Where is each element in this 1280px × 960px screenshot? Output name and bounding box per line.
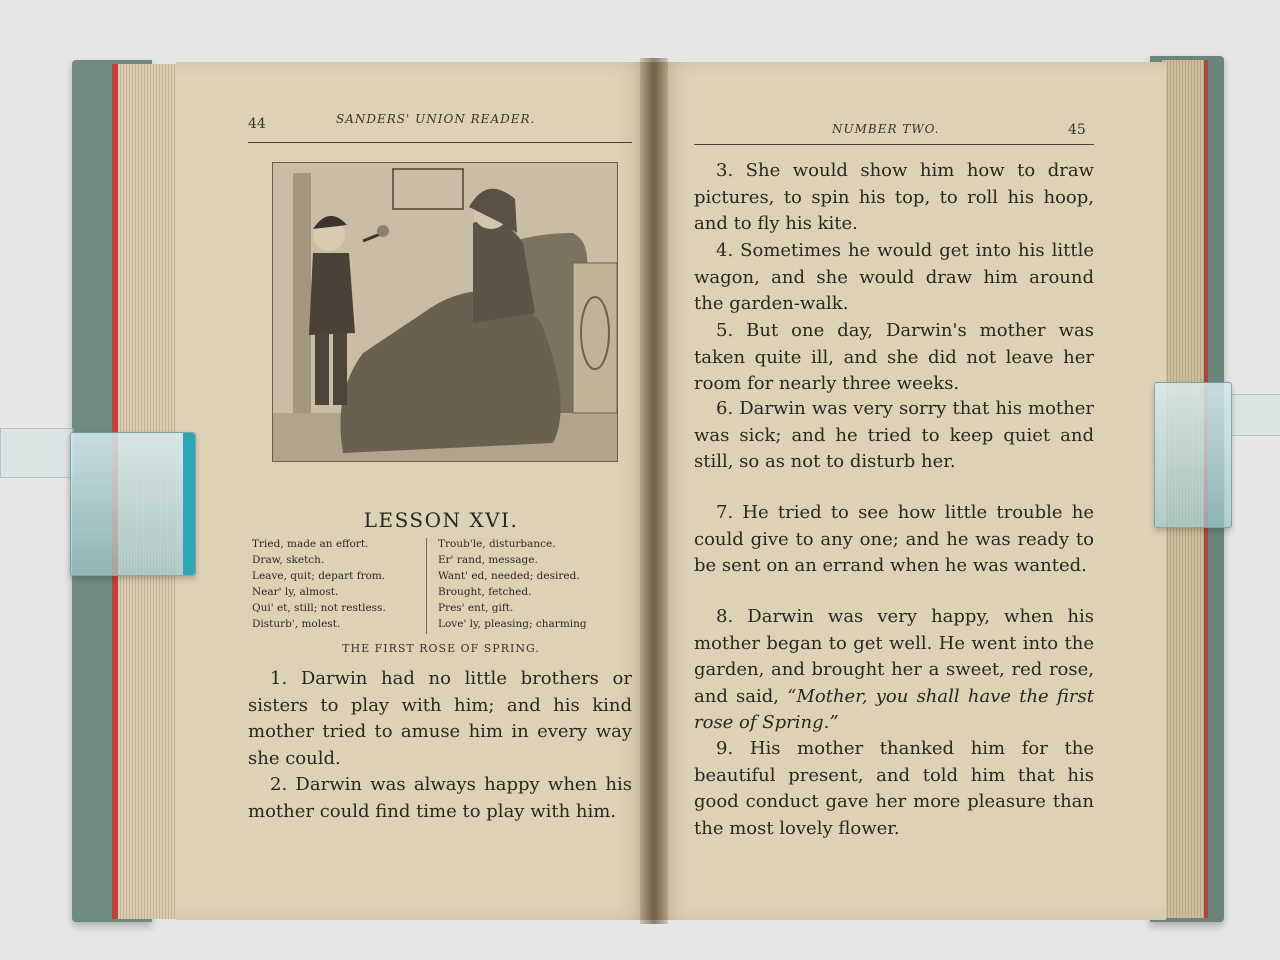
paragraph-2 — [248, 772, 632, 825]
paragraph-6 — [694, 396, 1094, 476]
paragraph-5 — [694, 318, 1094, 398]
lesson-title: LESSON XVI. — [363, 508, 519, 532]
right-page — [654, 62, 1166, 920]
paragraph-9 — [694, 736, 1094, 842]
acrylic-stand-left — [0, 428, 74, 478]
vocab-item: Brought, fetched. — [438, 586, 532, 598]
paragraph-8-quote: “Mother, you shall have the first rose of Spring.” — [694, 685, 1094, 733]
vocab-item: Troub'le, disturbance. — [438, 538, 556, 550]
paragraph-text: 2. Darwin was always happy when his mother could find time to play with him. — [248, 774, 632, 822]
vocab-item: Tried, made an effort. — [252, 538, 369, 550]
vocabulary-list-left — [252, 536, 386, 632]
paragraph-3 — [694, 158, 1094, 238]
vocab-divider — [426, 538, 427, 634]
paragraph-text — [694, 604, 1094, 737]
left-page-number: 44 — [248, 116, 266, 132]
paragraph-4 — [694, 238, 1094, 318]
right-page-number: 45 — [1068, 122, 1086, 138]
paragraph-7 — [694, 500, 1094, 580]
book-gutter — [640, 58, 668, 924]
vocab-item: Pres' ent, gift. — [438, 602, 514, 614]
vocab-item: Draw, sketch. — [252, 554, 325, 566]
paragraph-text: 3. She would show him how to draw pictures, to spin his top, to roll his hoop, and to fly his kite. — [694, 160, 1094, 234]
acrylic-stand-right — [1226, 394, 1280, 436]
paragraph-8-text: 8. Darwin was very happy, when his mother began to get well. He went into the garden, and brought her a sweet, red rose, and said, — [694, 606, 1094, 707]
vocab-item: Near' ly, almost. — [252, 586, 339, 598]
vocab-item: Leave, quit; depart from. — [252, 570, 386, 582]
paragraph-text: 9. His mother thanked him for the beautiful present, and told him that his good conduct gave her more pleasure than the most lovely flower. — [694, 738, 1094, 839]
vocab-item: Want' ed, needed; desired. — [438, 570, 580, 582]
vocab-item: Er' rand, message. — [438, 554, 538, 566]
paragraph-text: 4. Sometimes he would get into his little wagon, and she would draw him around the garden-walk. — [694, 240, 1094, 314]
left-page — [176, 62, 654, 920]
paragraph-8 — [694, 604, 1094, 737]
left-running-head: SANDERS' UNION READER. — [336, 112, 536, 126]
vocab-item: Qui' et, still; not restless. — [252, 602, 386, 614]
acrylic-block-left — [70, 432, 196, 576]
vocab-item: Love' ly, pleasing; charming — [438, 618, 587, 630]
paragraph-text: 7. He tried to see how little trouble he could give to any one; and he was ready to be sent on an errand when he was wanted. — [694, 502, 1094, 576]
vocab-item: Disturb', molest. — [252, 618, 341, 630]
engraving-picture — [273, 163, 617, 461]
acrylic-block-edge — [183, 433, 195, 575]
paragraph-text: 6. Darwin was very sorry that his mother was sick; and he tried to keep quiet and still, so as not to disturb her. — [694, 398, 1094, 472]
acrylic-block-right — [1154, 382, 1232, 528]
paragraph-text: 1. Darwin had no little brothers or sisters to play with him; and his kind mother tried to amuse him in every way she could. — [248, 668, 632, 769]
story-title: THE FIRST ROSE OF SPRING. — [342, 642, 540, 655]
engraving-illustration — [272, 162, 618, 462]
vocabulary-list-right — [438, 536, 587, 632]
left-head-rule — [248, 142, 632, 143]
right-running-head: NUMBER TWO. — [832, 122, 940, 136]
paragraph-1 — [248, 666, 632, 772]
paragraph-text: 5. But one day, Darwin's mother was taken quite ill, and she did not leave her room for nearly three weeks. — [694, 320, 1094, 394]
right-head-rule — [694, 144, 1094, 145]
